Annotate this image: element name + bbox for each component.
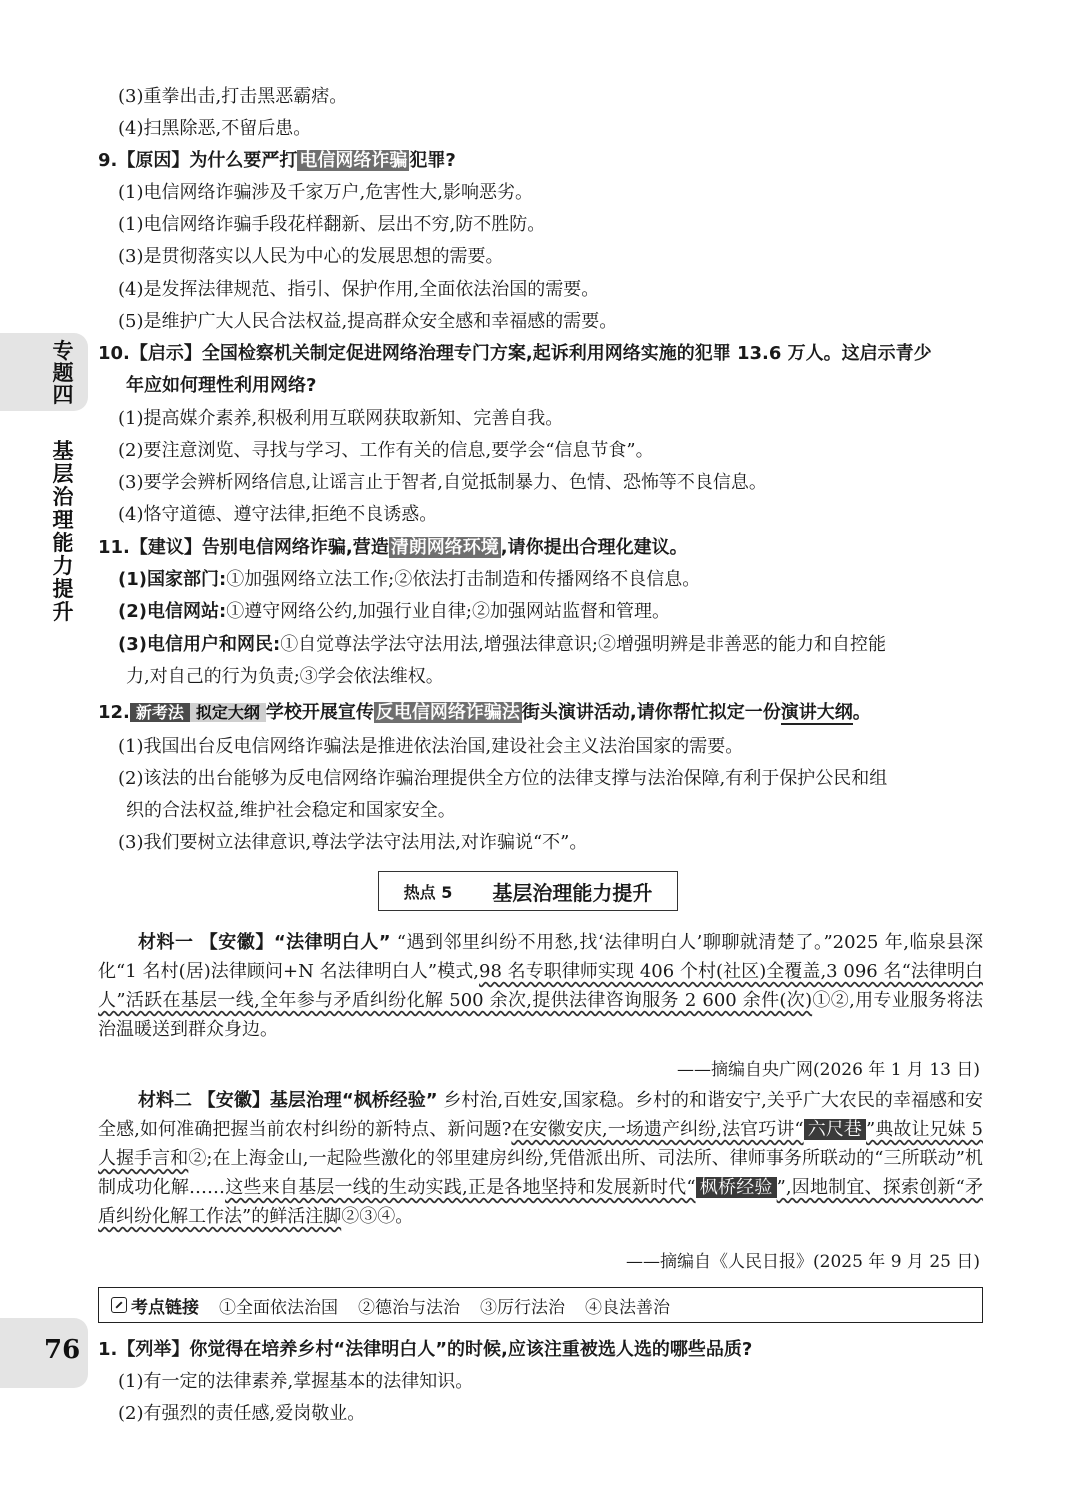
- hotspot-header: [378, 871, 678, 911]
- q1-tag: 【列举】: [117, 1339, 190, 1360]
- q10-answer-1: (1)提高媒介素养,积极利用互联网获取新知、完善自我。: [118, 408, 564, 429]
- chapter-title: 基层治理能力提升: [52, 439, 74, 624]
- q11-tag: 【建议】: [129, 537, 202, 558]
- q12-answer-2: (2)该法的出台能够为反电信网络诈骗治理提供全方位的法律支撑与法治保障,有利于保护公民和组: [118, 768, 888, 789]
- material-2-source: ——摘编自《人民日报》(2025 年 9 月 25 日): [626, 1252, 980, 1272]
- q11-number: 11.: [98, 537, 130, 558]
- material-1-source: ——摘编自央广网(2026 年 1 月 13 日): [677, 1060, 980, 1080]
- hotspot-label: 热点 5: [403, 882, 453, 902]
- q10-answer-3: (3)要学会辨析网络信息,让谣言止于智者,自觉抵制暴力、色情、恐怖等不良信息。: [118, 472, 767, 493]
- key-point-item: ②德治与法治: [358, 1297, 460, 1318]
- q11-answer-1-label: (1)国家部门:: [118, 569, 227, 590]
- q11-answer-3-text: ①自觉尊法学法守法用法,增强法律意识;②增强明辨是非善恶的能力和自控能: [280, 634, 886, 655]
- material-2-highlight-b: 枫桥经验: [696, 1177, 777, 1198]
- material-1-title: 【安徽】“法律明白人”: [199, 932, 391, 953]
- q9-answer-3: (3)是贯彻落实以人民为中心的发展思想的需要。: [118, 246, 504, 267]
- q8-answer-4: (4)扫黑除恶,不留后患。: [118, 118, 312, 139]
- q9-answer-5: (5)是维护广大人民合法权益,提高群众安全感和幸福感的需要。: [118, 311, 618, 332]
- q1-question: [98, 1337, 752, 1363]
- page-number: 76: [44, 1335, 81, 1365]
- topic-label: 专题四: [52, 339, 74, 407]
- material-2-name: 材料二: [138, 1090, 193, 1111]
- q12-text-b: 街头演讲活动,请你帮忙拟定一份: [521, 702, 781, 723]
- q11-text-a: 告别电信网络诈骗,营造: [201, 537, 389, 558]
- q12-number: 12.: [98, 702, 130, 723]
- q11-question: [98, 535, 688, 561]
- q12-answer-1: (1)我国出台反电信网络诈骗法是推进依法治国,建设社会主义法治国家的需要。: [118, 736, 744, 757]
- link-icon: [111, 1297, 127, 1313]
- q1-answer-1: (1)有一定的法律素养,掌握基本的法律知识。: [118, 1371, 474, 1392]
- material-2-highlight-a: 六尺巷: [804, 1119, 866, 1140]
- q11-answer-2-text: ①遵守网络公约,加强行业自律;②加强网站监督和管理。: [226, 601, 670, 622]
- draft-outline-tag: 拟定大纲: [190, 703, 266, 722]
- q11-answer-2: [118, 599, 670, 625]
- key-point-link: [98, 1287, 983, 1323]
- q12-text-a: 学校开展宣传: [265, 702, 374, 723]
- key-point-item: ④良法善治: [585, 1297, 670, 1318]
- material-2-wavy-a: 在安徽安庆,一场遗产纠纷,法官巧讲“: [511, 1119, 804, 1140]
- key-point-label-text: 考点链接: [131, 1297, 199, 1318]
- q10-answer-2: (2)要注意浏览、寻找与学习、工作有关的信息,要学会“信息节食”。: [118, 440, 654, 461]
- material-1-marks: ①②: [812, 990, 850, 1011]
- material-2-text-a: 乡村治,百姓安,国家稳。乡村的和谐安宁,关乎广大农民的幸福感和安全感,如何准确把握当前农村纠纷的新特点、新问题?: [98, 1090, 983, 1140]
- q10-answer-4: (4)恪守道德、遵守法律,拒绝不良诱惑。: [118, 504, 438, 525]
- material-2-wavy-d: ”,因地制宜、探索创新“矛盾纠纷化解工作法”的鲜活注脚: [98, 1177, 984, 1227]
- q9-answer-2: (1)电信网络诈骗手段花样翻新、层出不穷,防不胜防。: [118, 214, 546, 235]
- q11-answer-1: [118, 567, 700, 593]
- material-2-wavy-c: 这些来自基层一线的生动实践,正是各地坚持和发展新时代“: [225, 1177, 696, 1198]
- q11-answer-3: [118, 632, 886, 658]
- material-1-wavy: 98 名专职律师实现 406 个村(社区)全覆盖,3 096 名“法律明白人”活跃在基层一线,全年参与矛盾纠纷化解 500 余次,提供法律咨询服务 2 600 余件(次): [98, 961, 983, 1011]
- q9-number: 9.: [98, 150, 118, 171]
- q9-text-a: 为什么要严打: [189, 150, 298, 171]
- q11-answer-2-label: (2)电信网站:: [118, 601, 227, 622]
- q11-answer-1-text: ①加强网络立法工作;②依法打击制造和传播网络不良信息。: [226, 569, 701, 590]
- q12-question: [98, 700, 871, 726]
- q8-answer-3: (3)重拳出击,打击黑恶霸痞。: [118, 86, 348, 107]
- material-2-wavy-b: ”典故让兄妹 5 人握手言和: [98, 1119, 983, 1169]
- material-2-text-c: 。: [395, 1206, 414, 1227]
- material-2-title: 【安徽】基层治理“枫桥经验”: [197, 1090, 438, 1111]
- key-point-item: ①全面依法治国: [219, 1297, 338, 1318]
- q9-text-b: 犯罪?: [409, 150, 456, 171]
- q1-answer-2: (2)有强烈的责任感,爱岗敬业。: [118, 1403, 366, 1424]
- q11-text-b: ,请你提出合理化建议。: [500, 537, 688, 558]
- material-2: [98, 1086, 983, 1231]
- q9-question: [98, 148, 456, 174]
- q9-answer-1: (1)电信网络诈骗涉及千家万户,危害性大,影响恶劣。: [118, 182, 533, 203]
- material-2-mark-b: ②③④: [341, 1206, 396, 1227]
- q10-tag: 【启示】: [129, 343, 202, 364]
- new-exam-tag: 新考法: [130, 703, 190, 722]
- material-1-text-b: ,用专业服务将法治温暖送到群众身边。: [98, 990, 983, 1040]
- q12-highlight: 反电信网络诈骗法: [375, 702, 520, 723]
- hotspot-title: 基层治理能力提升: [492, 880, 653, 905]
- q12-text-c: 。: [852, 702, 871, 723]
- q10-line-1: 全国检察机关制定促进网络治理专门方案,起诉利用网络实施的犯罪 13.6 万人。这启示青少: [201, 343, 932, 364]
- q12-answer-2-cont: 织的合法权益,维护社会稳定和国家安全。: [126, 800, 456, 821]
- key-point-item: ③厉行法治: [480, 1297, 565, 1318]
- material-1-text-a: “遇到邻里纠纷不用愁,找‘法律明白人’聊聊就清楚了。”2025 年,临泉县深化“1 名村(居)法律顾问+N 名法律明白人”模式,: [98, 932, 983, 982]
- q11-answer-3-cont: 力,对自己的行为负责;③学会依法维权。: [126, 666, 444, 687]
- q1-number: 1.: [98, 1339, 118, 1360]
- q10-question: [98, 341, 932, 367]
- q9-highlight: 电信网络诈骗: [299, 150, 408, 171]
- q10-number: 10.: [98, 343, 130, 364]
- q11-answer-3-label: (3)电信用户和网民:: [118, 634, 281, 655]
- q9-tag: 【原因】: [117, 150, 190, 171]
- material-2-text-b: ;在上海金山,一起险些激化的邻里建房纠纷,凭借派出所、司法所、律师事务所联动的“三所联动”机制成功化解……: [98, 1148, 983, 1198]
- q1-text: 你觉得在培养乡村“法律明白人”的时候,应该注重被选人选的哪些品质?: [189, 1339, 753, 1360]
- material-1: [98, 928, 983, 1044]
- material-2-mark-a: ②: [188, 1148, 207, 1169]
- q12-answer-3: (3)我们要树立法律意识,尊法学法守法用法,对诈骗说“不”。: [118, 832, 588, 853]
- key-point-label: [111, 1293, 199, 1318]
- material-1-name: 材料一: [138, 932, 194, 953]
- q11-highlight: 清朗网络环境: [390, 537, 499, 558]
- q9-answer-4: (4)是发挥法律规范、指引、保护作用,全面依法治国的需要。: [118, 279, 600, 300]
- q12-underlined: 演讲大纲: [780, 702, 853, 723]
- q10-line-2: 年应如何理性利用网络?: [126, 375, 317, 396]
